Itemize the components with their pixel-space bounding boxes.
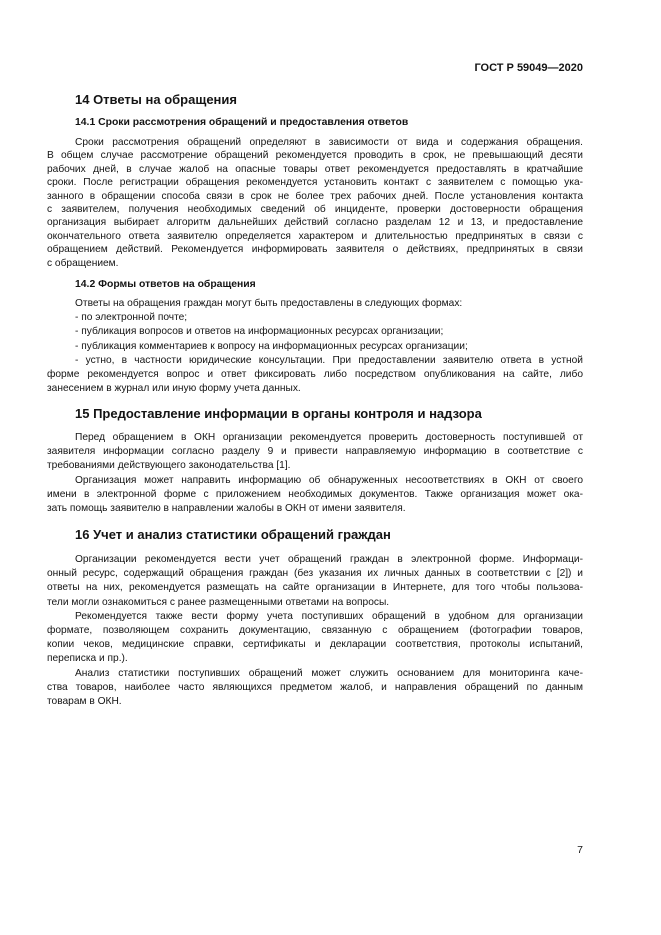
list-item: - по электронной почте; [75,312,188,324]
section-heading-16: 16 Учет и анализ статистики обращений граждан [75,527,391,542]
paragraph-line: окончательного ответа заявителю определяется характером и длительностью предпринятых в связи с [47,230,583,242]
paragraph-14-2 [47,297,583,396]
paragraph-line: Рекомендуется также вести форму учета поступивших обращений в удобном для организации [75,610,583,622]
page-number: 7 [577,844,583,856]
paragraph-line: Организации рекомендуется вести учет обращений граждан в электронной форме. Информаци- [75,554,583,565]
paragraph-line: с заявителем, получения необходимых сведений об инциденте, проверки достоверности обращения [47,204,583,216]
paragraph-line: онный ресурс, содержащий обращения граждан (без указания их личных данных в соответствии с [2]) и [47,568,583,580]
paragraph-line: В общем случае рассмотрение обращений рекомендуется проводить в срок, не превышающий десяти [47,150,583,162]
paragraph-line: занного в обращении способа связи в срок не более трех рабочих дней. После установления контакта [47,190,583,202]
paragraph-line: сроки. После регистрации обращения рекомендуется установить контакт с заявителем с помощью ука- [47,177,583,189]
paragraph-line: Анализ статистики поступивших обращений может служить основанием для мониторинга каче- [75,667,583,679]
paragraph-line: тели могли ознакомиться с ранее размещенными ответами на вопросы. [47,596,390,608]
paragraph-line: Перед обращением в ОКН организации рекомендуется проверить достоверность поступившей от [75,432,583,443]
paragraph-line: требованиями действующего законодательства [1]. [47,460,291,472]
subsection-heading-14-2: 14.2 Формы ответов на обращения [75,279,256,290]
paragraph-line: Ответы на обращения граждан могут быть предоставлены в следующих формах: [75,298,463,309]
document-code: ГОСТ Р 59049—2020 [474,62,583,74]
paragraph-line: форме рекомендуется вопрос и ответ фиксировать либо посредством опубликования на сайте, либо [47,369,583,381]
paragraph-14-1 [47,136,583,270]
list-item: - публикация вопросов и ответов на информационных ресурсах организации; [75,326,444,338]
paragraph-line: заявителя информации согласно разделу 9 и привести направляемую информацию в соответствие с [47,446,583,458]
paragraph-line: с обращением. [47,257,119,269]
paragraph-line: копии чеков, медицинские справки, сертификаты и декларации соответствия, протоколы испытаний, [47,639,583,651]
subsection-heading-14-1: 14.1 Сроки рассмотрения обращений и предоставления ответов [75,117,409,128]
paragraph-line: Сроки рассмотрения обращений определяют в зависимости от вида и содержания обращения. [75,137,583,148]
list-item: - публикация комментариев к вопросу на информационных ресурсах организации; [75,340,468,352]
paragraph-line: зать помощь заявителю в направлении жалобы в ОКН от имени заявителя. [47,503,406,515]
paragraph-15 [47,431,583,516]
paragraph-line: занесением в журнал или иную форму учета данных. [47,383,301,395]
paragraph-line: формате, позволяющем сохранить документацию, связанную с обращением (фотографии товаров, [47,625,583,637]
paragraph-16 [47,553,583,709]
list-item: - устно, в частности юридические консультации. При предоставлении заявителю ответа в устной [75,354,583,366]
paragraph-line: ответы на них, рекомендуется размещать на сайте организации в Интернете, для того чтобы пользова- [47,582,583,594]
paragraph-line: переписка и пр.). [47,653,128,665]
paragraph-line: имени в электронной форме с приложением необходимых документов. Также организация может ока- [47,488,583,500]
paragraph-line: Организация может направить информацию об обнаруженных несоответствиях в ОКН от своего [75,474,583,486]
paragraph-line: ства товаров, наиболее часто являющихся предметом жалоб, и направления обращений по данным [47,681,583,693]
paragraph-line: обращением действий. Рекомендуется информировать заявителя о действиях, предпринятых в связи [47,244,583,256]
paragraph-line: товарам в ОКН. [47,696,122,708]
paragraph-line: организация выбирает алгоритм дальнейших действий согласно разделам 12 и 13, и предоставление [47,217,583,229]
section-heading-14: 14 Ответы на обращения [75,92,237,107]
section-heading-15: 15 Предоставление информации в органы контроля и надзора [75,406,482,421]
paragraph-line: рабочих дней, в случае жалоб на опасные товары ответ рекомендуется предоставлять в кратчайшие [47,163,583,175]
